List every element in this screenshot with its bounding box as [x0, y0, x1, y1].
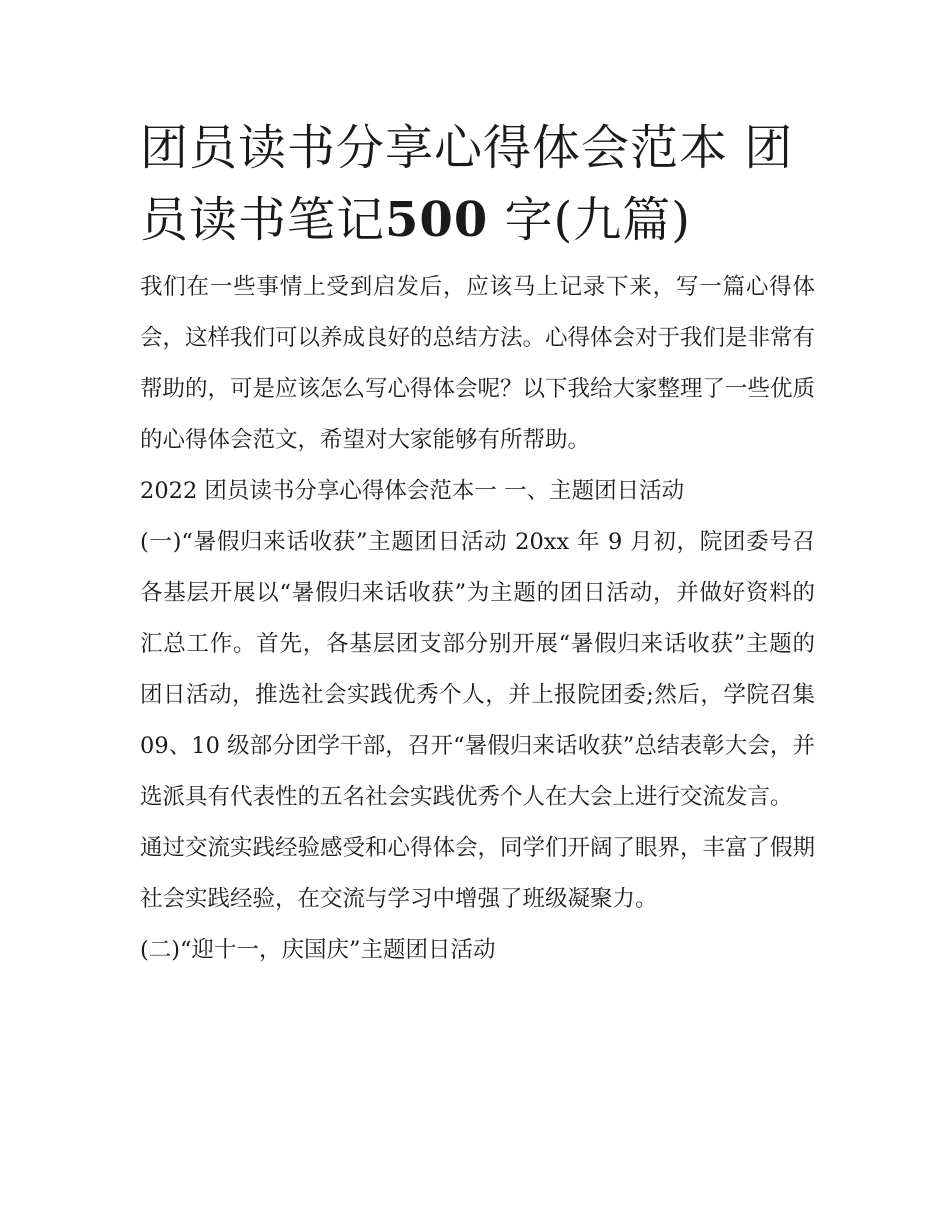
- document-title: [140, 112, 815, 256]
- section-heading: 2022 团员读书分享心得体会范本一 一、主题团日活动: [140, 478, 685, 504]
- title-text-part-2: 字(九篇): [488, 192, 691, 248]
- document-page: [140, 112, 815, 976]
- intro-paragraph: 我们在一些事情上受到启发后，应该马上记录下来，写一篇心得体会，这样我们可以养成良好的总结方法。心得体会对于我们是非常有帮助的，可是应该怎么写心得体会呢？以下我给大家整理了一些优质的心得体会范文，希望对大家能够有所帮助。: [140, 274, 816, 453]
- activity-one-paragraph: (一)“暑假归来话收获”主题团日活动 20xx 年 9 月初，院团委号召各基层开展以“暑假归来话收获”为主题的团日活动，并做好资料的汇总工作。首先，各基层团支部分别开展“暑假归来话收获”主题的团日活动，推选社会实践优秀个人，并上报院团委;然后，学院召集 09、10 级部分团学干部，召开“暑假归来话收获”总结表彰大会，并选派具有代表性的五名社会实践优秀个人在大会上进行交流发言。: [140, 529, 815, 810]
- activity-two-heading: (二)“迎十一，庆国庆”主题团日活动: [140, 937, 496, 963]
- title-number: 500: [385, 192, 489, 248]
- summary-paragraph: 通过交流实践经验感受和心得体会，同学们开阔了眼界，丰富了假期社会实践经验，在交流与学习中增强了班级凝聚力。: [140, 835, 816, 912]
- title-text-part-1: 团员读书分享心得体会范本 团员读书笔记: [140, 120, 794, 248]
